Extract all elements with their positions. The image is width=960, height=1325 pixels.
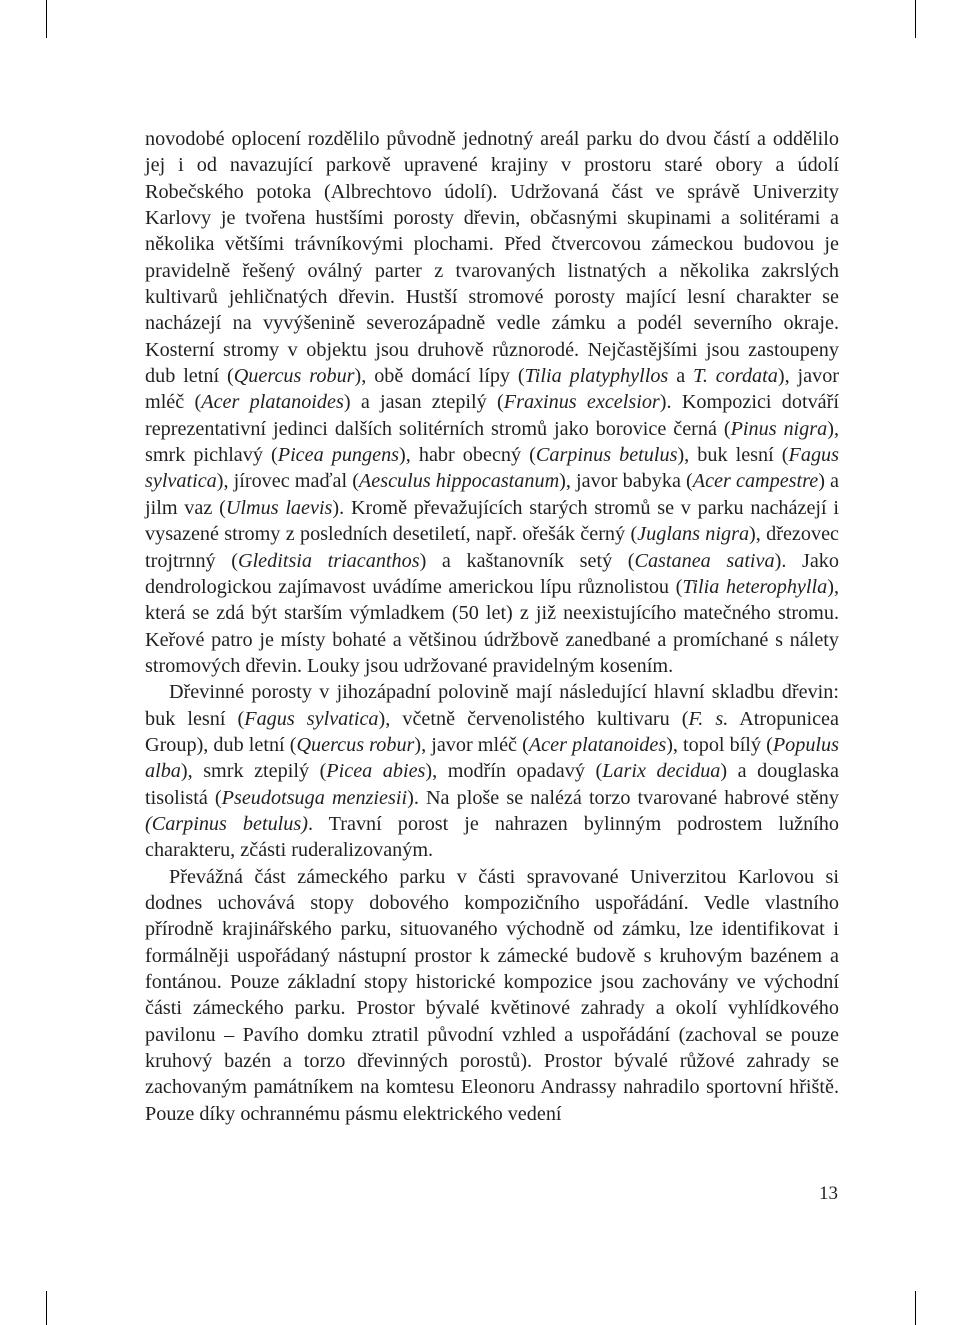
text-run: ), javor mléč ( xyxy=(414,733,529,756)
latin-name: Acer platanoides xyxy=(201,391,344,414)
page-number: 13 xyxy=(819,1183,838,1204)
paragraph-1 xyxy=(145,126,839,679)
latin-name: Castanea sativa xyxy=(634,549,775,572)
text-run: . Travní porost je nahrazen bylinným podrostem lužního charakteru, zčásti ruderalizovaným. xyxy=(145,812,839,862)
latin-name: Acer campestre xyxy=(692,470,819,493)
latin-name: Quercus robur xyxy=(233,365,355,388)
text-run: ) a jilm vaz ( xyxy=(145,470,839,519)
latin-name: Fraxinus excelsior xyxy=(503,391,660,414)
text-run: ), modřín opadavý ( xyxy=(425,760,603,783)
text-run: ) a jasan ztepilý ( xyxy=(343,391,504,414)
text-run: ), smrk ztepilý ( xyxy=(180,760,327,783)
text-run: ), habr obecný ( xyxy=(399,444,536,467)
text-run: ) a douglaska tisolistá ( xyxy=(145,760,839,809)
text-run: novodobé oplocení rozdělilo původně jednotný areál parku do dvou částí a oddělilo jej i od navazující parkově upravené krajiny v prostoru staré obory a údolí Robečského potoka (Albrechtovo údolí). Udržovaná část ve správě Univerzity Karlovy je tvořena hustšími porosty dřevin, občasnými skupinami a solitérami a několika většími trávníkovými plochami. Před čtvercovou zámeckou budovou je pravidelně řešený oválný parter z tvarovaných listnatých a několika zakrslých kultivarů jehličnatých dřevin. Hustší stromové porosty mající lesní charakter se nacházejí na vyvýšenině severozápadně vedle zámku a podél severního okraje. Kosterní stromy v objektu jsou druhově různorodé. Nejčastějšími jsou zastoupeny dub letní ( xyxy=(145,128,839,388)
latin-name: Fagus sylvatica xyxy=(244,707,379,730)
crop-mark-top-right xyxy=(915,0,916,38)
latin-name: Acer platanoides xyxy=(528,733,667,756)
text-run: ), obě domácí lípy ( xyxy=(354,365,525,388)
latin-name: Tilia heterophylla xyxy=(682,575,828,598)
text-run: ), jírovec maďal ( xyxy=(216,470,359,493)
latin-name: Juglans nigra xyxy=(637,523,750,546)
text-run: ), javor babyka ( xyxy=(559,470,693,493)
latin-name: Populus alba xyxy=(145,733,839,783)
text-run: ), topol bílý ( xyxy=(666,733,773,756)
latin-name: Fagus sylvatica xyxy=(145,444,839,493)
text-run: ). Kompozici dotváří reprezentativní jedinci dalších solitérních stromů jako borovice černá ( xyxy=(145,391,839,440)
text-run: ). Na ploše se nalézá torzo tvarované habrové stěny xyxy=(407,786,839,809)
text-run: Atropunicea Group), dub letní ( xyxy=(145,707,839,756)
latin-name: Pseudotsuga menziesii xyxy=(221,786,408,809)
text-run: ) a kaštanovník setý ( xyxy=(419,549,635,572)
text-run: ), dřezovec trojtrnný ( xyxy=(145,523,839,572)
text-run: ). Kromě převažujících starých stromů se v parku nacházejí i vysazené stromy z posledních desetiletí, např. ořešák černý ( xyxy=(145,496,840,546)
body-text xyxy=(145,126,839,1127)
text-run: ), smrk pichlavý ( xyxy=(145,417,839,467)
latin-name: F. s. xyxy=(688,707,729,730)
latin-name: Quercus robur xyxy=(296,733,415,756)
latin-name: Picea pungens xyxy=(277,444,400,467)
latin-name: Gleditsia triacanthos xyxy=(237,549,420,572)
latin-name: Aesculus hippocastanum xyxy=(358,470,560,493)
text-run: ), buk lesní ( xyxy=(677,444,789,467)
latin-name: T. cordata xyxy=(693,365,778,388)
latin-name: (Carpinus betulus) xyxy=(145,812,308,835)
paragraph-2 xyxy=(145,679,839,863)
text-run: ). Jako dendrologickou zajímavost uvádíme americkou lípu různolistou ( xyxy=(145,549,839,598)
text-run: ), která se zdá být starším výmladkem (50 let) z již neexistujícího matečného stromu. Keřové patro je místy bohaté a většinou údržbově zanedbané a promíchané s nálety stromových dřevin. Louky jsou udržované pravidelným kosením. xyxy=(145,575,839,677)
text-run: ), javor mléč ( xyxy=(145,365,840,414)
latin-name: Larix decidua xyxy=(602,760,721,783)
latin-name: Picea abies xyxy=(326,760,426,783)
crop-mark-bottom-right xyxy=(915,1291,916,1325)
text-run: Převážná část zámeckého parku v části spravované Univerzitou Karlovou si dodnes uchovává stopy dobového kompozičního uspořádání. Vedle vlastního přírodně krajinářského parku, situovaného východně od zámku, lze identifikovat i formálněji uspořádaný nástupní prostor k zámecké budově s kruhovým bazénem a fontánou. Pouze základní stopy historické kompozice jsou zachovány ve východní části zámeckého parku. Prostor bývalé květinové zahrady a okolí vyhlídkového pavilonu – Pavího domku ztratil původní vzhled a uspořádání (zachoval se pouze kruhový bazén a torzo dřevinných porostů). Prostor bývalé růžové zahrady se zachovaným památníkem na komtesu Eleonoru Andrassy nahradilo sportovní hřiště. Pouze díky ochrannému pásmu elektrického vedení xyxy=(145,865,839,1125)
latin-name: Tilia platyphyllos xyxy=(524,365,669,388)
latin-name: Ulmus laevis xyxy=(225,496,333,519)
latin-name: Carpinus betulus xyxy=(535,444,678,467)
paragraph-3 xyxy=(145,864,839,1127)
crop-mark-top-left xyxy=(46,0,47,38)
text-run: Dřevinné porosty v jihozápadní polovině mají následující hlavní skladbu dřevin: buk lesní ( xyxy=(145,681,839,730)
latin-name: Pinus nigra xyxy=(730,417,828,440)
text-run: a xyxy=(668,365,694,388)
crop-mark-bottom-left xyxy=(46,1291,47,1325)
text-run: ), včetně červenolistého kultivaru ( xyxy=(378,707,689,730)
